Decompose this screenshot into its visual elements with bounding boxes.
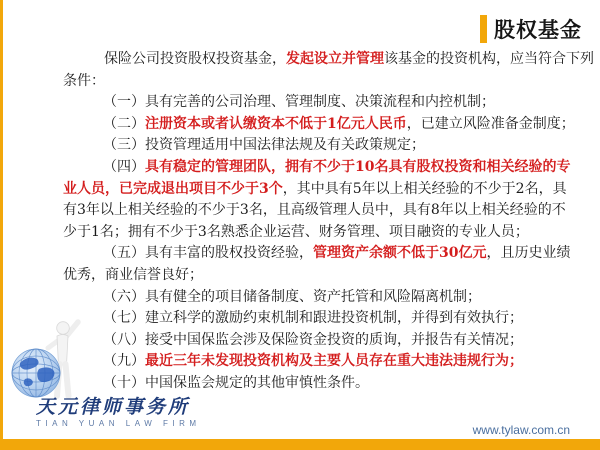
body-segment: ，已建立风险准备金制度；: [406, 115, 575, 132]
body-segment: （八）接受中国保监会涉及保险资金投资的质询，并报告有关情况；: [103, 331, 523, 348]
body-line: [63, 71, 557, 93]
body-text: [63, 49, 594, 395]
body-segment: 该基金的投资机构，应当符合下列: [384, 51, 594, 67]
law-firm-logo: [36, 398, 201, 428]
website-url: www.tylaw.com.cn: [472, 423, 570, 437]
body-segment: ，且历史业绩: [486, 245, 571, 262]
body-line: [63, 222, 557, 244]
body-line: [63, 179, 567, 201]
firm-name-chinese: 天元律师事务所: [36, 396, 191, 418]
body-line: [63, 135, 557, 157]
page-title: 股权基金: [494, 17, 582, 42]
body-segment: 优秀，商业信誉良好；: [63, 266, 203, 283]
left-accent-line: [0, 0, 3, 450]
body-line: [63, 287, 557, 309]
body-segment: 有3年以上相关经验的不少于3名，且高级管理人员中，具有8年以上相关经验的不: [63, 202, 566, 219]
body-line: [63, 114, 575, 136]
bottom-accent-bar: [0, 439, 600, 450]
body-line: [63, 243, 571, 265]
body-line: [63, 49, 594, 71]
body-segment: 条件：: [63, 72, 105, 89]
title-accent-bar: [480, 15, 487, 43]
body-segment: （五）具有丰富的股权投资经验，: [103, 245, 313, 262]
body-line: [63, 92, 557, 114]
body-segment: （九）: [103, 353, 145, 370]
body-line: [63, 265, 557, 287]
slide-title-block: [480, 14, 582, 44]
body-line: [63, 157, 571, 179]
body-line: [63, 308, 557, 330]
person-with-globe-icon: [7, 317, 85, 405]
highlighted-text: 最近三年未发现投资机构及主要人员存在重大违法违规行为；: [145, 353, 523, 370]
highlighted-text: 发起设立并管理: [286, 51, 384, 67]
body-line: [63, 351, 557, 373]
body-line: [63, 373, 557, 395]
firm-name-english: TIAN YUAN LAW FIRM: [36, 419, 201, 428]
highlighted-text: 管理资产余额不低于30亿元: [313, 245, 487, 262]
body-segment: （十）中国保监会规定的其他审慎性条件。: [103, 374, 369, 391]
body-segment: 保险公司投资股权投资基金，: [104, 51, 286, 67]
body-segment: ，其中具有5年以上相关经验的不少于2名，具: [282, 180, 567, 197]
highlighted-text: 具有稳定的管理团队，拥有不少于10名具有股权投资和相关经验的专: [145, 158, 571, 175]
body-line: [63, 330, 557, 352]
highlighted-text: 注册资本或者认缴资本不低于1亿元人民币: [145, 115, 407, 132]
body-segment: 少于1名；拥有不少于3名熟悉企业运营、财务管理、项目融资的专业人员；: [63, 223, 529, 240]
body-segment: （七）建立科学的激励约束机制和跟进投资机制，并得到有效执行；: [103, 310, 523, 327]
body-segment: （三）投资管理适用中国法律法规及有关政策规定；: [103, 137, 425, 154]
body-segment: （六）具有健全的项目储备制度、资产托管和风险隔离机制；: [103, 288, 481, 305]
body-segment: （四）: [103, 158, 145, 175]
body-segment: （一）具有完善的公司治理、管理制度、决策流程和内控机制；: [103, 94, 495, 111]
body-line: [63, 200, 566, 222]
body-segment: （二）: [103, 115, 145, 132]
highlighted-text: 业人员，已完成退出项目不少于3个: [63, 180, 283, 197]
